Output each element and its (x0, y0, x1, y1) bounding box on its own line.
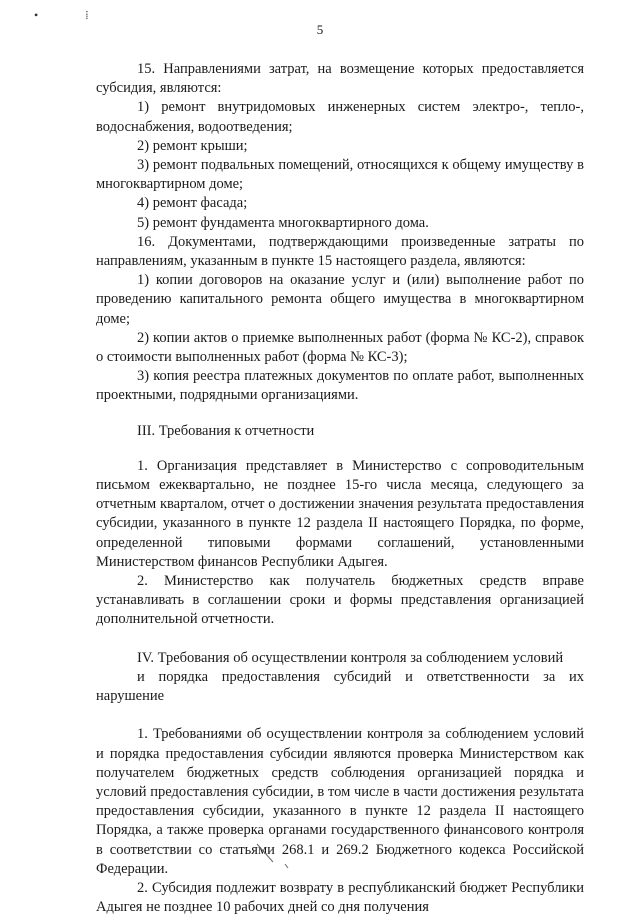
paragraph-15-item-1: 1) ремонт внутридомовых инженерных систем электро-, тепло-, водоснабжения, водоотведения; (96, 99, 584, 135)
pen-stroke-mark (255, 842, 295, 872)
paragraph-15-item-4: 4) ремонт фасада; (137, 195, 248, 212)
section-iv-paragraph-2: 2. Субсидия подлежит возврату в республиканский бюджет Республики Адыгея не позднее 10 рабочих дней со дня получения (96, 879, 584, 916)
section-iii-paragraph-2: 2. Министерство как получатель бюджетных средств вправе устанавливать в соглашении сроки и формы представления организацией дополнительной отчетности. (96, 573, 584, 628)
spacer (96, 406, 584, 422)
paragraph-15-item-3: 3) ремонт подвальных помещений, относящихся к общему имуществу в многоквартирном доме; (96, 157, 584, 193)
spacer (96, 441, 584, 457)
section-iii-heading: III. Требования к отчетности (137, 422, 315, 439)
spacer (96, 706, 584, 725)
paragraph-16-intro: 16. Документами, подтверждающими произведенные затраты по направлениям, указанным в пункте 15 настоящего раздела, являются: (96, 233, 584, 270)
section-iv-heading-line-1: IV. Требования об осуществлении контроля за соблюдением условий (137, 649, 564, 666)
paragraph-15-item-5: 5) ремонт фундамента многоквартирного дома. (137, 214, 429, 231)
section-iv-paragraph-1: 1. Требованиями об осуществлении контроля за соблюдением условий и порядка предоставления субсидии являются проверка Министерством как получателем бюджетных средств соблюдения организацией порядка и условий предоставления субсидии, в том числе в части достижения результата предоставления субсидии, указанного в пункте 12 раздела II настоящего Порядка, а также проверка органами государственного финансового контроля в соответствии со статьями 268.1 и 269.2 Бюджетного кодекса Российской Федерации. (96, 726, 584, 877)
paragraph-15-intro: 15. Направлениями затрат, на возмещение которых предоставляется субсидия, являются: (96, 61, 584, 97)
document-body (96, 60, 584, 917)
corner-marks: • ⁞ (34, 8, 111, 22)
paragraph-16-item-1: 1) копии договоров на оказание услуг и (или) выполнение работ по проведению капитального ремонта общего имущества в многоквартирном доме; (96, 272, 584, 327)
paragraph-16-item-2: 2) копии актов о приемке выполненных работ (форма № КС-2), справок о стоимости выполненных работ (форма № КС-3); (96, 329, 584, 366)
paragraph-16-item-3: 3) копия реестра платежных документов по оплате работ, выполненных проектными, подрядными организациями. (96, 368, 584, 404)
spacer (96, 630, 584, 649)
section-iii-paragraph-1: 1. Организация представляет в Министерство с сопроводительным письмом ежеквартально, не позднее 15-го числа месяца, следующего за отчетным кварталом, отчет о достижении значения результата предоставления субсидии, указанного в пункте 12 раздела II настоящего Порядка, по форме, определенной типовыми формами соглашений, установленными Министерством финансов Республики Адыгея. (96, 457, 584, 570)
section-iv-heading-line-2: и порядка предоставления субсидий и ответственности за их нарушение (96, 668, 584, 705)
paragraph-15-item-2: 2) ремонт крыши; (137, 137, 248, 154)
page-number: 5 (316, 22, 324, 37)
